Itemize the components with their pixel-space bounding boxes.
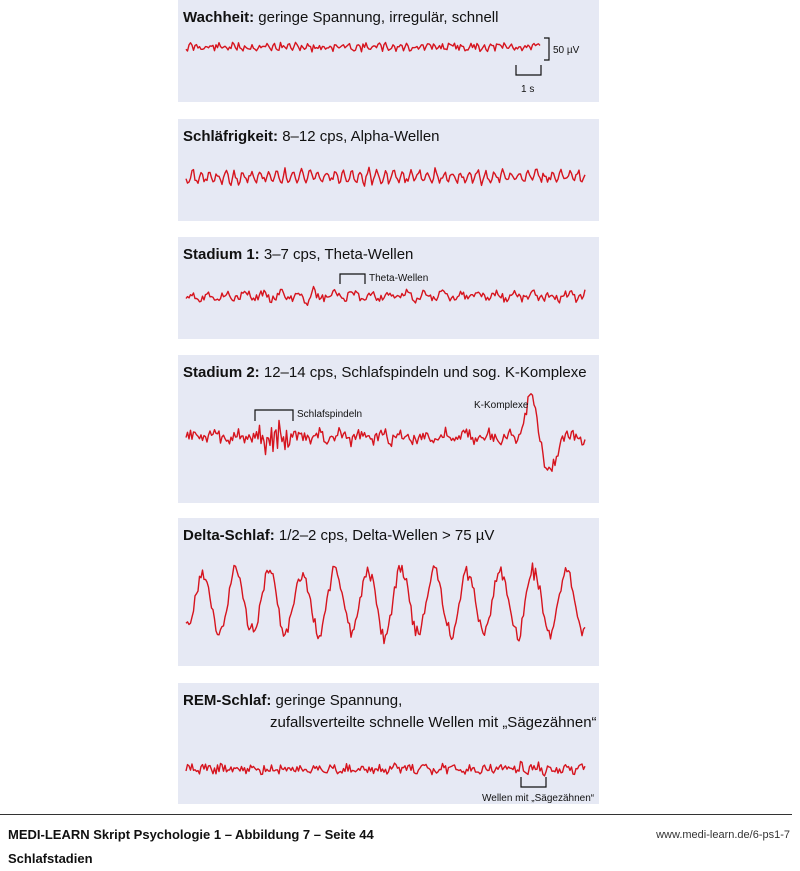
theta-annotation: Theta-Wellen (369, 273, 429, 284)
stage-name: REM-Schlaf: (183, 692, 272, 709)
eeg-trace-schlaefrigkeit (178, 119, 599, 221)
footer-title: MEDI-LEARN Skript Psychologie 1 – Abbildung 7 – Seite 44 (8, 827, 374, 842)
footer-divider (0, 814, 792, 815)
time-scale-label: 1 s (521, 84, 535, 95)
footer-url[interactable]: www.medi-learn.de/6-ps1-7 (656, 829, 790, 841)
eeg-waveform (186, 762, 585, 776)
panel-stadium-1 (178, 237, 599, 339)
panel-delta-schlaf (178, 518, 599, 666)
stage-description: geringe Spannung, irregulär, schnell (254, 9, 499, 26)
panel-wachheit (178, 0, 599, 102)
stage-name: Delta-Schlaf: (183, 527, 275, 544)
time-scale-bracket (516, 65, 541, 75)
eeg-waveform (186, 42, 540, 52)
eeg-waveform (186, 287, 585, 306)
stage-description-line-2: zufallsverteilte schnelle Wellen mit „Sägezähnen“ (270, 714, 597, 731)
panel-stadium-2 (178, 355, 599, 503)
eeg-waveform (186, 563, 585, 643)
stage-description: 1/2–2 cps, Delta-Wellen > 75 µV (274, 527, 495, 544)
panel-rem-schlaf (178, 683, 599, 804)
spindle-bracket (255, 410, 293, 421)
eeg-waveform (186, 167, 585, 186)
theta-bracket (340, 274, 365, 284)
stage-description: 3–7 cps, Theta-Wellen (259, 246, 414, 263)
eeg-trace-wachheit (178, 0, 599, 102)
stage-name: Stadium 1: (183, 246, 260, 263)
sawtooth-annotation: Wellen mit „Sägezähnen“ (482, 793, 595, 804)
eeg-trace-rem-schlaf (178, 683, 599, 804)
footer-subtitle: Schlafstadien (8, 851, 93, 866)
amplitude-scale-label: 50 µV (553, 45, 580, 56)
stage-description: 8–12 cps, Alpha-Wellen (278, 128, 440, 145)
stage-name: Stadium 2: (183, 364, 260, 381)
eeg-trace-stadium-1 (178, 237, 599, 339)
stage-name: Wachheit: (183, 9, 255, 26)
sawtooth-bracket (521, 777, 546, 787)
eeg-trace-delta-schlaf (178, 518, 599, 666)
panel-schlaefrigkeit (178, 119, 599, 221)
stage-description: geringe Spannung, (271, 692, 403, 709)
stage-description: 12–14 cps, Schlafspindeln und sog. K-Komplexe (259, 364, 587, 381)
amplitude-scale-bracket (544, 38, 549, 60)
k-complex-annotation: K-Komplexe (474, 400, 529, 411)
eeg-trace-stadium-2 (178, 355, 599, 503)
stage-name: Schläfrigkeit: (183, 128, 279, 145)
spindle-annotation: Schlafspindeln (297, 409, 363, 420)
